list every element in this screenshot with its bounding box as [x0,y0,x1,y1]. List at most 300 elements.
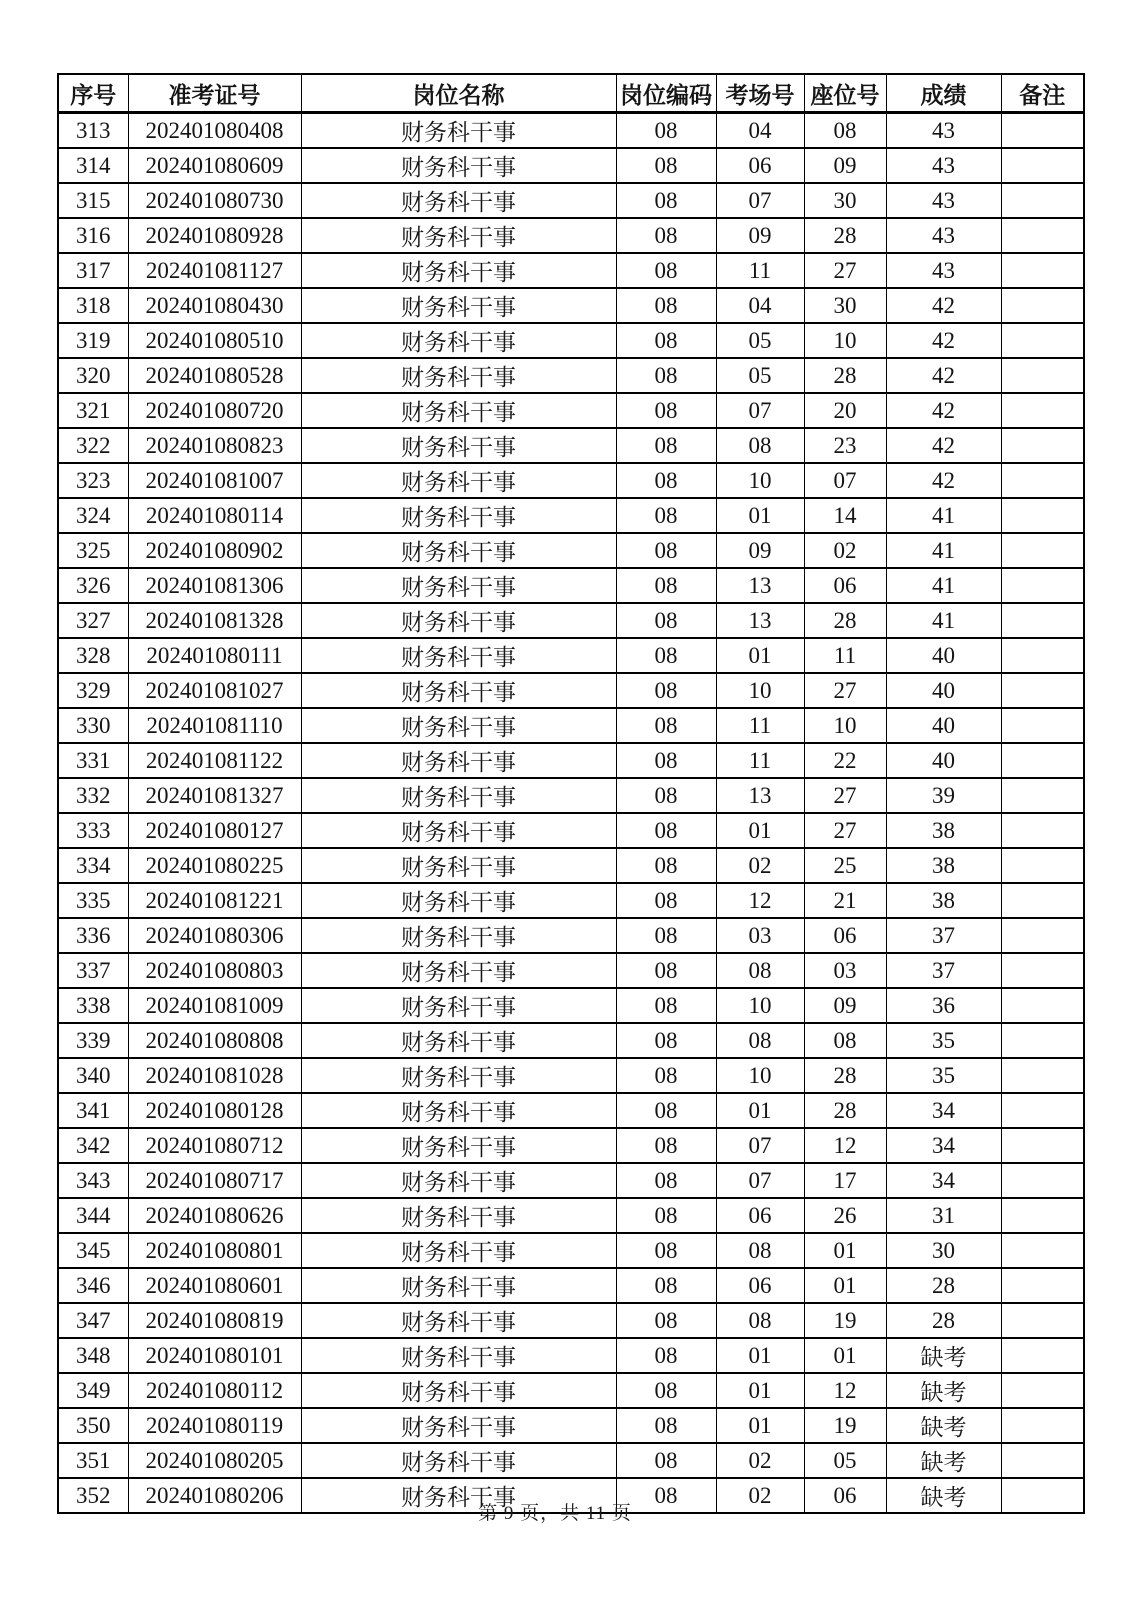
cell-index: 340 [58,1058,128,1093]
cell-index: 351 [58,1443,128,1478]
cell-position_code: 08 [616,1093,716,1128]
cell-ticket: 202401080720 [128,393,301,428]
cell-position: 财务科干事 [301,953,616,988]
cell-ticket: 202401081027 [128,673,301,708]
cell-remark [1001,813,1084,848]
cell-remark [1001,883,1084,918]
cell-room: 01 [716,1338,804,1373]
cell-remark [1001,568,1084,603]
table-row [58,638,1084,673]
cell-seat: 01 [804,1268,886,1303]
cell-position_code: 08 [616,743,716,778]
table-row [58,813,1084,848]
cell-ticket: 202401080225 [128,848,301,883]
cell-score: 34 [886,1163,1001,1198]
cell-seat: 17 [804,1163,886,1198]
cell-position: 财务科干事 [301,393,616,428]
table-row [58,1338,1084,1373]
cell-score: 28 [886,1268,1001,1303]
cell-index: 321 [58,393,128,428]
cell-score: 37 [886,953,1001,988]
cell-ticket: 202401080205 [128,1443,301,1478]
cell-room: 01 [716,1408,804,1443]
cell-remark [1001,1198,1084,1233]
cell-position_code: 08 [616,1058,716,1093]
column-header-remark: 备注 [1001,74,1084,113]
cell-ticket: 202401080127 [128,813,301,848]
cell-remark [1001,393,1084,428]
cell-position_code: 08 [616,113,716,149]
column-header-seat: 座位号 [804,74,886,113]
cell-remark [1001,148,1084,183]
cell-index: 334 [58,848,128,883]
cell-index: 327 [58,603,128,638]
cell-index: 323 [58,463,128,498]
cell-index: 342 [58,1128,128,1163]
cell-room: 08 [716,1303,804,1338]
cell-score: 31 [886,1198,1001,1233]
table-row [58,218,1084,253]
cell-seat: 30 [804,183,886,218]
cell-score: 35 [886,1023,1001,1058]
cell-remark [1001,708,1084,743]
cell-seat: 28 [804,1093,886,1128]
cell-room: 08 [716,428,804,463]
cell-room: 06 [716,148,804,183]
cell-position: 财务科干事 [301,988,616,1023]
cell-seat: 19 [804,1408,886,1443]
cell-room: 02 [716,1478,804,1513]
cell-seat: 01 [804,1233,886,1268]
cell-score: 34 [886,1093,1001,1128]
cell-score: 缺考 [886,1408,1001,1443]
cell-seat: 12 [804,1373,886,1408]
cell-index: 314 [58,148,128,183]
cell-position_code: 08 [616,1128,716,1163]
cell-position_code: 08 [616,673,716,708]
cell-ticket: 202401080730 [128,183,301,218]
cell-room: 11 [716,253,804,288]
cell-room: 10 [716,673,804,708]
cell-remark [1001,1268,1084,1303]
cell-ticket: 202401081127 [128,253,301,288]
cell-score: 38 [886,848,1001,883]
cell-remark [1001,1338,1084,1373]
cell-remark [1001,218,1084,253]
cell-ticket: 202401080206 [128,1478,301,1513]
cell-position: 财务科干事 [301,253,616,288]
cell-position_code: 08 [616,1198,716,1233]
cell-remark [1001,1303,1084,1338]
cell-seat: 06 [804,568,886,603]
cell-position: 财务科干事 [301,498,616,533]
cell-score: 43 [886,148,1001,183]
table-row [58,463,1084,498]
cell-position: 财务科干事 [301,743,616,778]
cell-position_code: 08 [616,393,716,428]
cell-room: 07 [716,1163,804,1198]
cell-score: 38 [886,813,1001,848]
cell-score: 41 [886,568,1001,603]
table-row [58,1163,1084,1198]
table-row [58,393,1084,428]
cell-ticket: 202401080808 [128,1023,301,1058]
cell-position: 财务科干事 [301,1408,616,1443]
column-header-score: 成绩 [886,74,1001,113]
cell-seat: 07 [804,463,886,498]
cell-room: 10 [716,463,804,498]
cell-ticket: 202401080717 [128,1163,301,1198]
table-row [58,708,1084,743]
cell-position_code: 08 [616,358,716,393]
cell-position: 财务科干事 [301,1303,616,1338]
cell-seat: 14 [804,498,886,533]
cell-position: 财务科干事 [301,778,616,813]
cell-position: 财务科干事 [301,1233,616,1268]
table-row [58,358,1084,393]
cell-score: 40 [886,743,1001,778]
cell-score: 43 [886,183,1001,218]
cell-score: 43 [886,253,1001,288]
cell-ticket: 202401080528 [128,358,301,393]
cell-ticket: 202401080626 [128,1198,301,1233]
cell-position_code: 08 [616,813,716,848]
cell-position: 财务科干事 [301,533,616,568]
table-header-row [58,74,1084,113]
cell-remark [1001,778,1084,813]
cell-remark [1001,1408,1084,1443]
cell-ticket: 202401081007 [128,463,301,498]
cell-remark [1001,918,1084,953]
cell-position: 财务科干事 [301,918,616,953]
table-row [58,183,1084,218]
cell-seat: 27 [804,813,886,848]
cell-score: 40 [886,708,1001,743]
cell-ticket: 202401080101 [128,1338,301,1373]
cell-room: 02 [716,848,804,883]
cell-position: 财务科干事 [301,218,616,253]
cell-remark [1001,358,1084,393]
cell-room: 05 [716,323,804,358]
table-row [58,533,1084,568]
cell-ticket: 202401080408 [128,113,301,149]
cell-remark [1001,1163,1084,1198]
cell-seat: 01 [804,1338,886,1373]
column-header-room: 考场号 [716,74,804,113]
cell-seat: 30 [804,288,886,323]
cell-position: 财务科干事 [301,358,616,393]
table-row [58,148,1084,183]
cell-position: 财务科干事 [301,603,616,638]
table-row [58,883,1084,918]
cell-index: 348 [58,1338,128,1373]
cell-remark [1001,428,1084,463]
cell-position_code: 08 [616,953,716,988]
cell-index: 313 [58,113,128,149]
cell-index: 338 [58,988,128,1023]
cell-position: 财务科干事 [301,568,616,603]
cell-remark [1001,1443,1084,1478]
cell-room: 08 [716,953,804,988]
cell-seat: 27 [804,673,886,708]
cell-score: 42 [886,323,1001,358]
cell-position_code: 08 [616,1023,716,1058]
cell-remark [1001,253,1084,288]
cell-remark [1001,743,1084,778]
cell-remark [1001,113,1084,149]
cell-index: 333 [58,813,128,848]
cell-seat: 08 [804,113,886,149]
table-row [58,953,1084,988]
cell-index: 324 [58,498,128,533]
cell-remark [1001,183,1084,218]
cell-ticket: 202401080902 [128,533,301,568]
cell-room: 11 [716,743,804,778]
table-row [58,988,1084,1023]
cell-index: 341 [58,1093,128,1128]
cell-ticket: 202401080801 [128,1233,301,1268]
cell-score: 41 [886,603,1001,638]
cell-position_code: 08 [616,428,716,463]
cell-score: 37 [886,918,1001,953]
cell-position: 财务科干事 [301,1023,616,1058]
cell-score: 缺考 [886,1443,1001,1478]
cell-score: 缺考 [886,1338,1001,1373]
cell-seat: 22 [804,743,886,778]
cell-room: 13 [716,603,804,638]
cell-index: 347 [58,1303,128,1338]
table-row [58,568,1084,603]
cell-ticket: 202401080306 [128,918,301,953]
cell-ticket: 202401080928 [128,218,301,253]
cell-room: 02 [716,1443,804,1478]
cell-score: 36 [886,988,1001,1023]
cell-remark [1001,848,1084,883]
cell-position_code: 08 [616,253,716,288]
cell-seat: 09 [804,988,886,1023]
cell-seat: 20 [804,393,886,428]
cell-remark [1001,1128,1084,1163]
cell-position_code: 08 [616,1163,716,1198]
cell-index: 346 [58,1268,128,1303]
cell-remark [1001,638,1084,673]
cell-seat: 06 [804,918,886,953]
cell-position: 财务科干事 [301,848,616,883]
cell-position: 财务科干事 [301,1093,616,1128]
cell-score: 41 [886,498,1001,533]
cell-ticket: 202401080803 [128,953,301,988]
cell-ticket: 202401080819 [128,1303,301,1338]
cell-index: 319 [58,323,128,358]
table-row [58,603,1084,638]
cell-position: 财务科干事 [301,323,616,358]
cell-position_code: 08 [616,1338,716,1373]
table-row [58,1093,1084,1128]
cell-seat: 19 [804,1303,886,1338]
table-row [58,498,1084,533]
cell-position: 财务科干事 [301,1268,616,1303]
cell-score: 43 [886,218,1001,253]
cell-seat: 25 [804,848,886,883]
cell-index: 345 [58,1233,128,1268]
cell-ticket: 202401081221 [128,883,301,918]
cell-ticket: 202401080823 [128,428,301,463]
cell-score: 40 [886,673,1001,708]
cell-ticket: 202401080114 [128,498,301,533]
table-row [58,1303,1084,1338]
table-row [58,673,1084,708]
cell-index: 350 [58,1408,128,1443]
cell-seat: 05 [804,1443,886,1478]
cell-score: 42 [886,428,1001,463]
cell-room: 07 [716,183,804,218]
cell-position: 财务科干事 [301,813,616,848]
table-row [58,1233,1084,1268]
cell-remark [1001,603,1084,638]
cell-room: 09 [716,533,804,568]
cell-seat: 06 [804,1478,886,1513]
cell-remark [1001,533,1084,568]
cell-room: 08 [716,1023,804,1058]
column-header-index: 序号 [58,74,128,113]
cell-seat: 10 [804,708,886,743]
cell-ticket: 202401080111 [128,638,301,673]
cell-score: 30 [886,1233,1001,1268]
cell-position_code: 08 [616,1408,716,1443]
cell-ticket: 202401081306 [128,568,301,603]
cell-index: 344 [58,1198,128,1233]
cell-position_code: 08 [616,288,716,323]
cell-score: 42 [886,358,1001,393]
column-header-position: 岗位名称 [301,74,616,113]
cell-score: 42 [886,393,1001,428]
cell-index: 343 [58,1163,128,1198]
table-row [58,288,1084,323]
cell-position: 财务科干事 [301,1163,616,1198]
cell-seat: 21 [804,883,886,918]
cell-position: 财务科干事 [301,883,616,918]
cell-position_code: 08 [616,183,716,218]
cell-ticket: 202401080128 [128,1093,301,1128]
cell-ticket: 202401080510 [128,323,301,358]
cell-score: 28 [886,1303,1001,1338]
cell-ticket: 202401081110 [128,708,301,743]
cell-score: 缺考 [886,1478,1001,1513]
cell-seat: 09 [804,148,886,183]
table-row [58,253,1084,288]
cell-score: 39 [886,778,1001,813]
cell-index: 329 [58,673,128,708]
cell-seat: 11 [804,638,886,673]
cell-room: 01 [716,1093,804,1128]
cell-remark [1001,288,1084,323]
cell-score: 35 [886,1058,1001,1093]
cell-score: 41 [886,533,1001,568]
table-row [58,323,1084,358]
table-row [58,848,1084,883]
cell-position: 财务科干事 [301,463,616,498]
cell-room: 04 [716,288,804,323]
cell-remark [1001,323,1084,358]
cell-ticket: 202401081009 [128,988,301,1023]
cell-ticket: 202401080609 [128,148,301,183]
cell-position_code: 08 [616,463,716,498]
cell-ticket: 202401080119 [128,1408,301,1443]
cell-seat: 26 [804,1198,886,1233]
cell-remark [1001,1373,1084,1408]
cell-position_code: 08 [616,218,716,253]
table-row [58,1443,1084,1478]
cell-index: 325 [58,533,128,568]
cell-room: 01 [716,813,804,848]
table-row [58,1198,1084,1233]
cell-score: 40 [886,638,1001,673]
cell-position_code: 08 [616,918,716,953]
cell-room: 08 [716,1233,804,1268]
table-row [58,1373,1084,1408]
table-row [58,743,1084,778]
cell-position_code: 08 [616,1478,716,1513]
table-row [58,1128,1084,1163]
cell-score: 42 [886,288,1001,323]
cell-position: 财务科干事 [301,1373,616,1408]
cell-position_code: 08 [616,1303,716,1338]
cell-position_code: 08 [616,778,716,813]
cell-position_code: 08 [616,848,716,883]
cell-room: 11 [716,708,804,743]
cell-score: 34 [886,1128,1001,1163]
cell-room: 10 [716,988,804,1023]
cell-index: 332 [58,778,128,813]
cell-room: 13 [716,778,804,813]
cell-remark [1001,988,1084,1023]
cell-index: 331 [58,743,128,778]
cell-room: 01 [716,498,804,533]
cell-position: 财务科干事 [301,1443,616,1478]
cell-index: 349 [58,1373,128,1408]
cell-ticket: 202401080712 [128,1128,301,1163]
cell-index: 326 [58,568,128,603]
table-row [58,778,1084,813]
cell-remark [1001,673,1084,708]
cell-position_code: 08 [616,883,716,918]
cell-remark [1001,498,1084,533]
cell-remark [1001,1233,1084,1268]
column-header-ticket: 准考证号 [128,74,301,113]
cell-seat: 28 [804,218,886,253]
cell-seat: 02 [804,533,886,568]
cell-position_code: 08 [616,988,716,1023]
cell-room: 03 [716,918,804,953]
cell-ticket: 202401080601 [128,1268,301,1303]
cell-ticket: 202401080112 [128,1373,301,1408]
cell-seat: 27 [804,778,886,813]
cell-index: 322 [58,428,128,463]
score-table [57,73,1085,1514]
cell-position_code: 08 [616,1373,716,1408]
cell-position: 财务科干事 [301,1478,616,1513]
cell-position_code: 08 [616,638,716,673]
table-row [58,1023,1084,1058]
cell-room: 12 [716,883,804,918]
cell-seat: 12 [804,1128,886,1163]
cell-position: 财务科干事 [301,183,616,218]
cell-position_code: 08 [616,603,716,638]
cell-seat: 28 [804,358,886,393]
cell-ticket: 202401081028 [128,1058,301,1093]
cell-position_code: 08 [616,323,716,358]
table-row [58,428,1084,463]
